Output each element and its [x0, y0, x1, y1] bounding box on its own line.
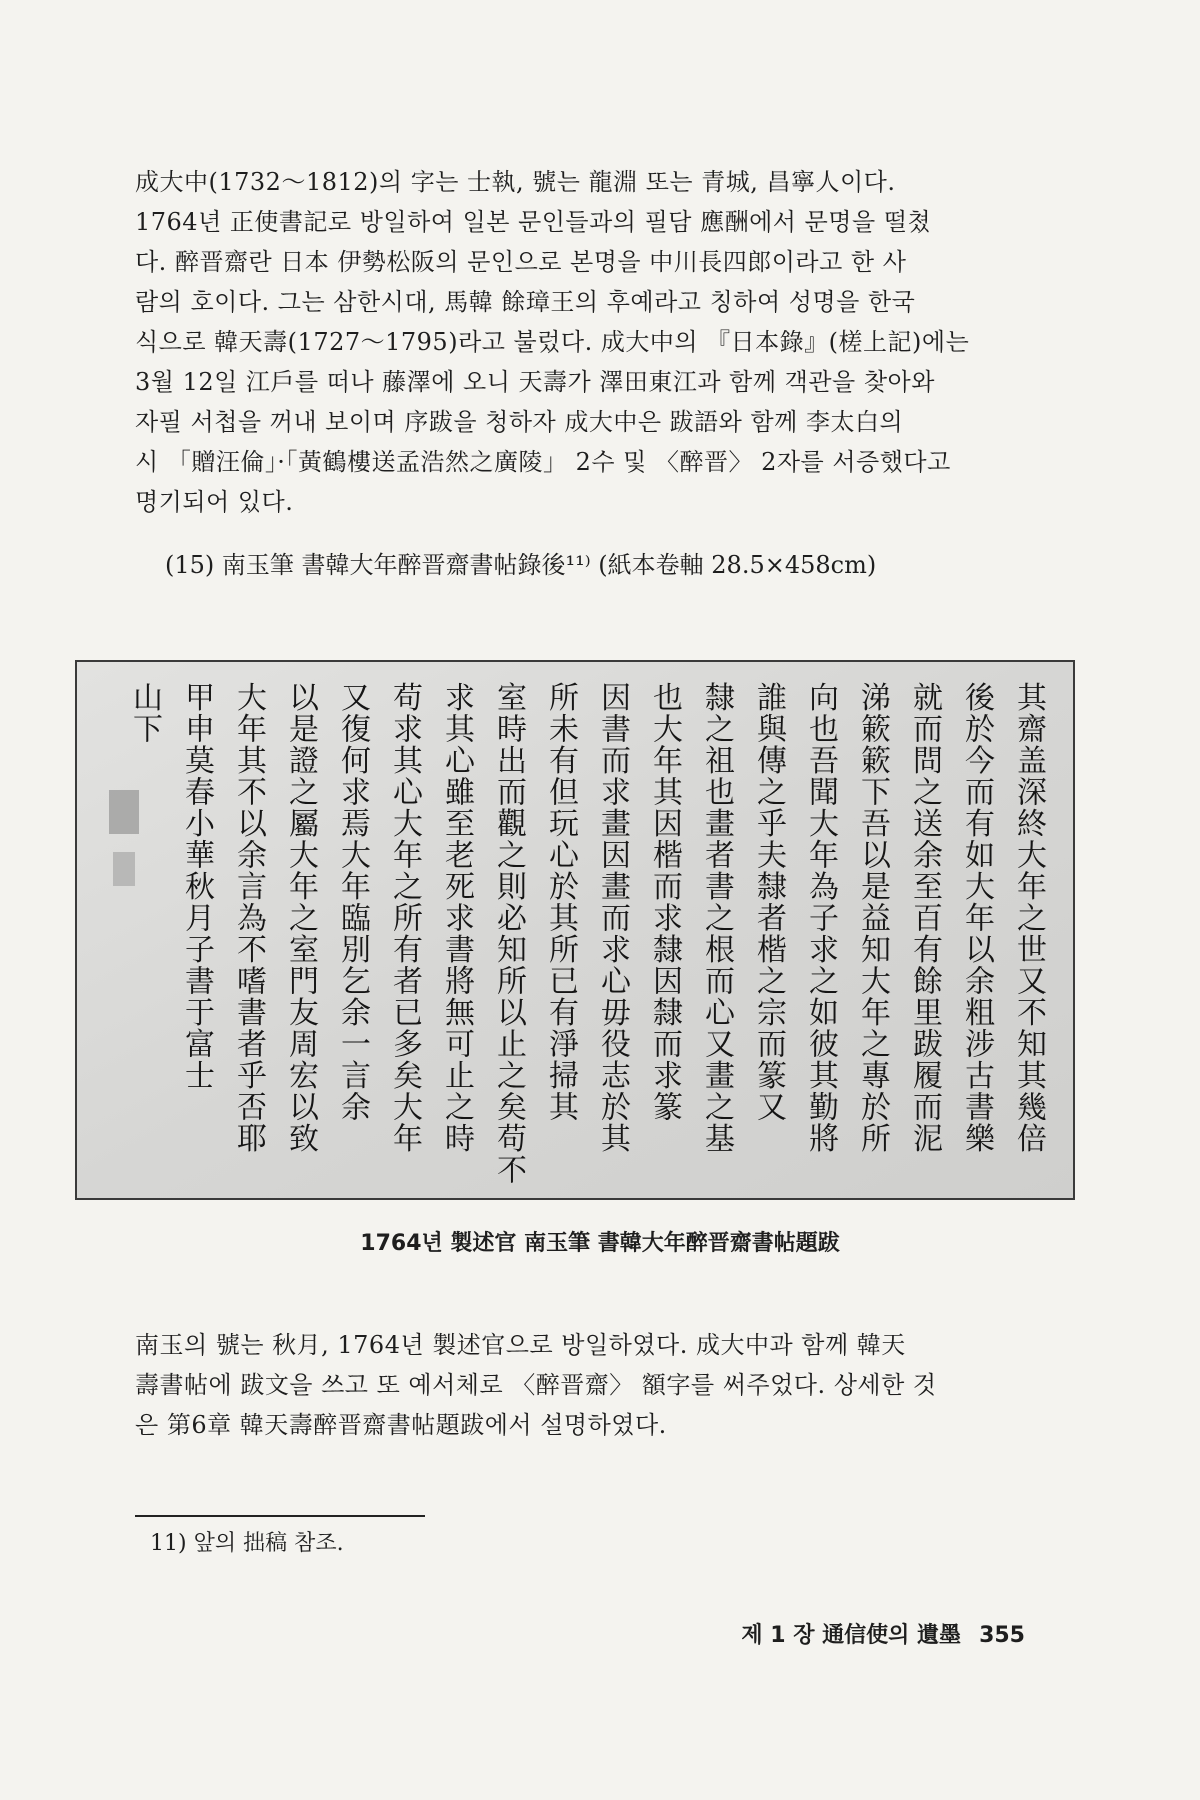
text-line: 명기되어 있다.	[135, 488, 294, 516]
calligraphy-column: 隸之祖也畫者書之根而心又畫之基	[705, 681, 735, 1157]
calligraphy-column: 誰與傳之乎夫隸者楷之宗而篆又	[757, 681, 787, 1126]
seal-stamp	[113, 852, 135, 886]
calligraphy-column: 後於今而有如大年以余粗涉古書樂	[965, 681, 995, 1157]
running-footer	[723, 1618, 1025, 1649]
calligraphy-column: 以是證之屬大年之室門友周宏以致	[289, 681, 319, 1157]
text-line: 식으로 韓天壽(1727～1795)라고 불렀다. 成大中의 『日本錄』(槎上記)에는	[135, 328, 970, 356]
text-line: 다. 醉晋齋란 日本 伊勢松阪의 문인으로 본명을 中川長四郎이라고 한 사	[135, 248, 907, 276]
calligraphy-figure	[75, 660, 1075, 1200]
text-line: 壽書帖에 跋文을 쓰고 또 예서체로 〈醉晋齋〉 額字를 써주었다. 상세한 것	[135, 1371, 937, 1399]
calligraphy-column: 大年其不以余言為不嗜書者乎否耶	[237, 681, 267, 1157]
calligraphy-column: 因書而求畫因畫而求心毋役志於其	[601, 681, 631, 1157]
calligraphy-column: 甲申莫春小華秋月子書于富士	[185, 681, 215, 1094]
calligraphy-column: 苟求其心大年之所有者已多矣大年	[393, 681, 423, 1157]
calligraphy-scroll	[77, 662, 1073, 1198]
calligraphy-column: 其齋盖深終大年之世又不知其幾倍	[1017, 681, 1047, 1157]
text-line: 자필 서첩을 꺼내 보이며 序跋을 청하자 成大中은 跋語와 함께 李太白의	[135, 408, 904, 436]
calligraphy-column: 室時出而觀之則必知所以止之矣苟不	[497, 681, 527, 1189]
text-line: 3월 12일 江戶를 떠나 藤澤에 오니 天壽가 澤田東江과 함께 객관을 찾아와	[135, 368, 935, 396]
text-line: 시 「贈汪倫」·「黃鶴樓送孟浩然之廣陵」 2수 및 〈醉晋〉 2자를 서증했다고	[135, 448, 951, 476]
calligraphy-column: 又復何求焉大年臨別乞余一言余	[341, 681, 371, 1126]
chapter-title: 제 1 장 通信使의 遺墨	[741, 1623, 962, 1648]
text-line: 은 第6章 韓天壽醉晋齋書帖題跋에서 설명하였다.	[135, 1411, 667, 1439]
text-line: 成大中(1732～1812)의 字는 士執, 號는 龍淵 또는 青城, 昌寧人이다.	[135, 168, 896, 196]
text-line: 람의 호이다. 그는 삼한시대, 馬韓 餘璋王의 후예라고 칭하여 성명을 한국	[135, 288, 916, 316]
calligraphy-column: 山下	[133, 681, 163, 748]
seal-stamp	[109, 790, 139, 834]
paragraph-2	[135, 1325, 1040, 1445]
figure-caption: 1764년 製述官 南玉筆 書韓大年醉晋齋書帖題跋	[360, 1231, 840, 1256]
text-line: 南玉의 號는 秋月, 1764년 製述官으로 방일하였다. 成大中과 함께 韓天	[135, 1331, 906, 1359]
paragraph-1	[135, 162, 1040, 522]
calligraphy-column: 向也吾聞大年為子求之如彼其勤將	[809, 681, 839, 1157]
calligraphy-column: 就而問之送余至百有餘里跋履而泥	[913, 681, 943, 1157]
calligraphy-column: 也大年其因楷而求隸因隸而求篆	[653, 681, 683, 1126]
item-caption: (15) 南玉筆 書韓大年醉晋齋書帖錄後¹¹⁾ (紙本卷軸 28.5×458cm)	[165, 551, 877, 579]
calligraphy-column: 所未有但玩心於其所已有淨掃其	[549, 681, 579, 1126]
page-number: 355	[979, 1623, 1025, 1648]
footnote-divider	[135, 1515, 425, 1517]
calligraphy-column: 求其心雖至老死求書將無可止之時	[445, 681, 475, 1157]
calligraphy-column: 涕簌簌下吾以是益知大年之專於所	[861, 681, 891, 1157]
footnote: 11) 앞의 拙稿 참조.	[150, 1531, 344, 1556]
text-line: 1764년 正使書記로 방일하여 일본 문인들과의 필담 應酬에서 문명을 떨쳤	[135, 208, 932, 236]
